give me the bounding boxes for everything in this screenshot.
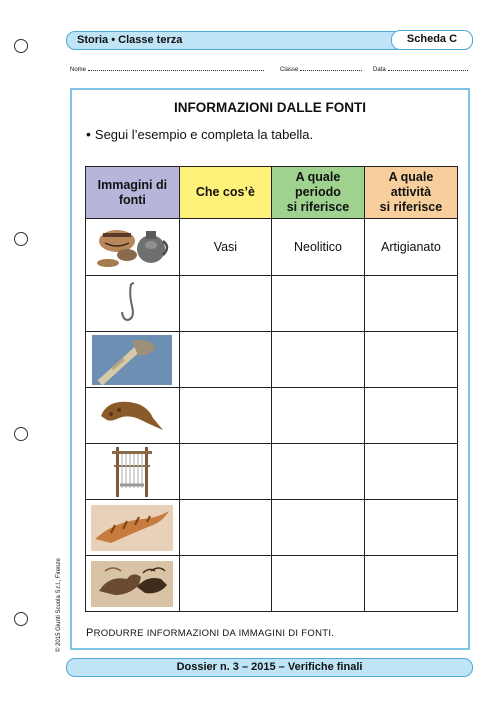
table-header-row: [86, 167, 458, 219]
cell-activity[interactable]: [364, 556, 457, 612]
source-image-vases: [86, 219, 180, 276]
cell-what[interactable]: [179, 556, 271, 612]
class-field[interactable]: [280, 64, 362, 73]
cell-period[interactable]: [272, 444, 365, 500]
source-image-harpoon: [86, 500, 180, 556]
binder-hole: [14, 427, 28, 441]
student-fields: [70, 64, 470, 76]
table-row: [86, 219, 458, 276]
table-row: [86, 556, 458, 612]
cell-activity[interactable]: [364, 332, 457, 388]
header-period: A quale periodo si riferisce: [272, 167, 365, 219]
cell-activity[interactable]: [364, 444, 457, 500]
instruction: [86, 126, 313, 142]
name-label: Nome: [70, 67, 87, 73]
cell-what[interactable]: [179, 332, 271, 388]
cell-what[interactable]: [179, 388, 271, 444]
instruction-text: Segui l’esempio e completa la tabella.: [94, 127, 314, 142]
binder-hole: [14, 39, 28, 53]
cell-activity[interactable]: [364, 276, 457, 332]
binder-hole: [14, 232, 28, 246]
cell-period[interactable]: [272, 556, 365, 612]
source-image-fishhook: [86, 276, 180, 332]
class-label: Classe: [280, 67, 299, 73]
header-title: Storia • Classe terza: [77, 34, 183, 46]
cell-period[interactable]: [272, 332, 365, 388]
bullet-icon: •: [86, 126, 91, 142]
date-label: Data: [373, 67, 386, 73]
cell-what: Vasi: [179, 219, 271, 276]
cell-activity: Artigianato: [364, 219, 457, 276]
header-activity: A quale attività si riferisce: [364, 167, 457, 219]
cell-period: Neolitico: [272, 219, 365, 276]
cell-period[interactable]: [272, 388, 365, 444]
cell-what[interactable]: [179, 500, 271, 556]
cell-activity[interactable]: [364, 500, 457, 556]
scheda-label: Scheda C: [391, 30, 473, 50]
date-field[interactable]: [373, 64, 468, 73]
name-field[interactable]: [70, 64, 264, 73]
footer-bar: Dossier n. 3 – 2015 – Verifiche finali: [66, 658, 473, 677]
copyright-note: © 2015 Giunti Scuola S.r.l., Firenze: [56, 558, 62, 652]
table-row: [86, 500, 458, 556]
objective-note: PRODURRE INFORMAZIONI DA IMMAGINI DI FONTI.: [86, 627, 335, 639]
cell-what[interactable]: [179, 444, 271, 500]
source-image-sickle: [86, 388, 180, 444]
cell-period[interactable]: [272, 276, 365, 332]
worksheet-title: INFORMAZIONI DALLE FONTI: [174, 100, 366, 115]
header-bar: [66, 31, 473, 50]
source-image-cave-painting: [86, 556, 180, 612]
table-row: [86, 444, 458, 500]
source-image-loom: [86, 444, 180, 500]
cell-what[interactable]: [179, 276, 271, 332]
cell-period[interactable]: [272, 500, 365, 556]
worksheet-panel: [70, 88, 470, 650]
source-image-axe: [86, 332, 180, 388]
binder-hole: [14, 612, 28, 626]
header-images: Immagini di fonti: [86, 167, 180, 219]
sources-table: [85, 166, 458, 612]
table-row: [86, 276, 458, 332]
cell-activity[interactable]: [364, 388, 457, 444]
header-what: Che cos’è: [179, 167, 271, 219]
table-row: [86, 332, 458, 388]
table-row: [86, 388, 458, 444]
